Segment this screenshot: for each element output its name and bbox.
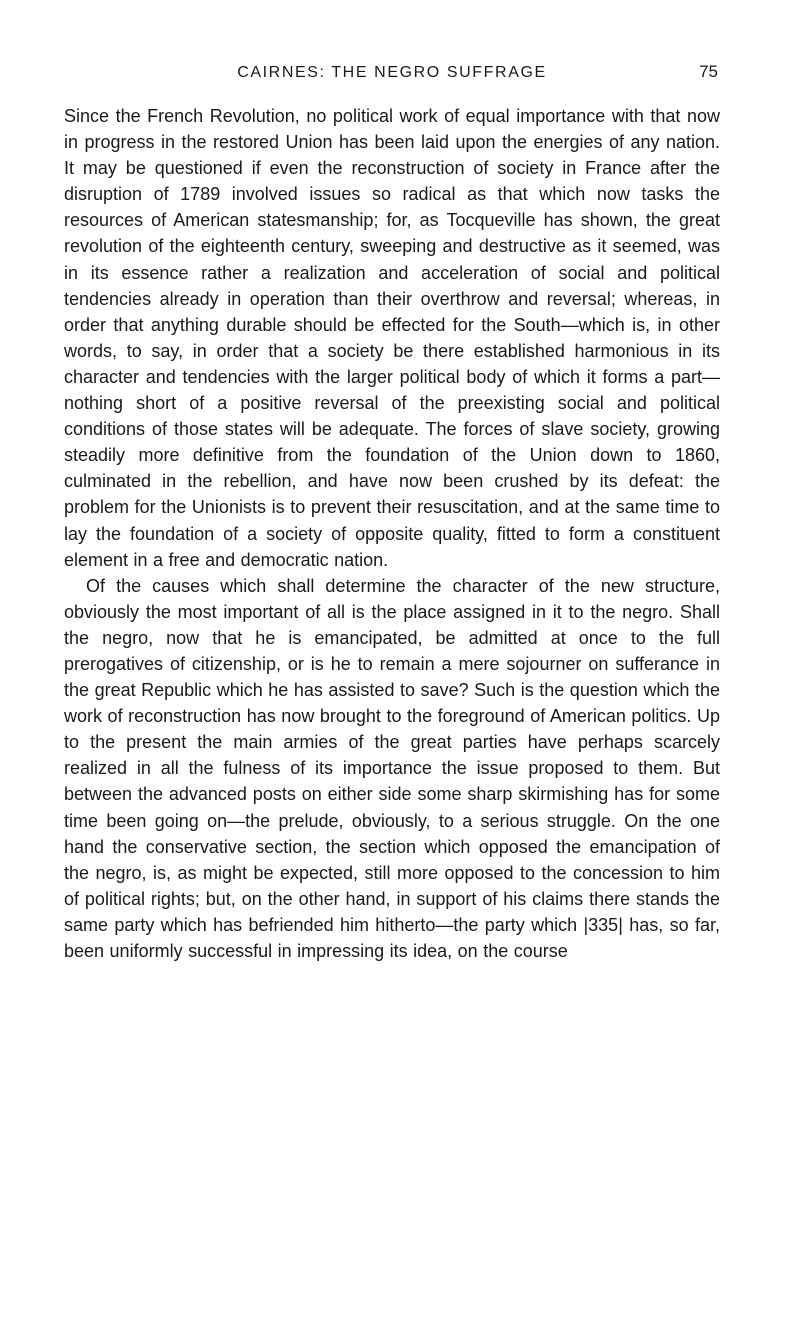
page-number: 75 [699,62,718,81]
running-head [64,0,720,100]
paragraph-1: Since the French Revolution, no political work of equal importance with that now in progress in the restored Union has been laid upon the energies of any nation. It may be questioned if even the reconstruction of society in France after the disruption of 1789 involved issues so radical as that which now tasks the resources of American statesmanship; for, as Tocqueville has shown, the great revolution of the eighteenth century, sweeping and destructive as it seemed, was in its essence rather a realization and acceleration of social and political tendencies already in operation than their overthrow and reversal; whereas, in order that anything durable should be effected for the South—which is, in other words, to say, in order that a society be there established harmonious in its character and tendencies with the larger political body of which it forms a part—nothing short of a positive reversal of the preexisting social and political conditions of those states will be adequate. The forces of slave society, growing steadily more definitive from the foundation of the Union down to 1860, culminated in the rebellion, and have now been crushed by its defeat: the problem for the Unionists is to prevent their resuscitation, and at the same time to lay the foundation of a society of opposite quality, fitted to form a constituent element in a free and democratic nation. [64,106,720,570]
book-page [64,0,720,961]
running-title: CAIRNES: THE NEGRO SUFFRAGE [237,64,547,81]
body-text [64,103,720,964]
paragraph-2: Of the causes which shall determine the character of the new structure, obviously the most important of all is the place assigned in it to the negro. Shall the negro, now that he is emancipated, be admitted at once to the full prerogatives of citizenship, or is he to remain a mere sojourner on sufferance in the great Republic which he has assisted to save? Such is the question which the work of reconstruction has now brought to the foreground of American politics. Up to the present the main armies of the great parties have perhaps scarcely realized in all the fulness of its importance the issue proposed to them. But between the advanced posts on either side some sharp skirmishing has for some time been going on—the prelude, obviously, to a serious struggle. On the one hand the conservative section, the section which opposed the emancipation of the negro, is, as might be expected, still more opposed to the concession to him of political rights; but, on the other hand, in support of his claims there stands the same party which has befriended him hitherto—the party which |335| has, so far, been uniformly successful in impressing its idea, on the course [64,575,720,961]
